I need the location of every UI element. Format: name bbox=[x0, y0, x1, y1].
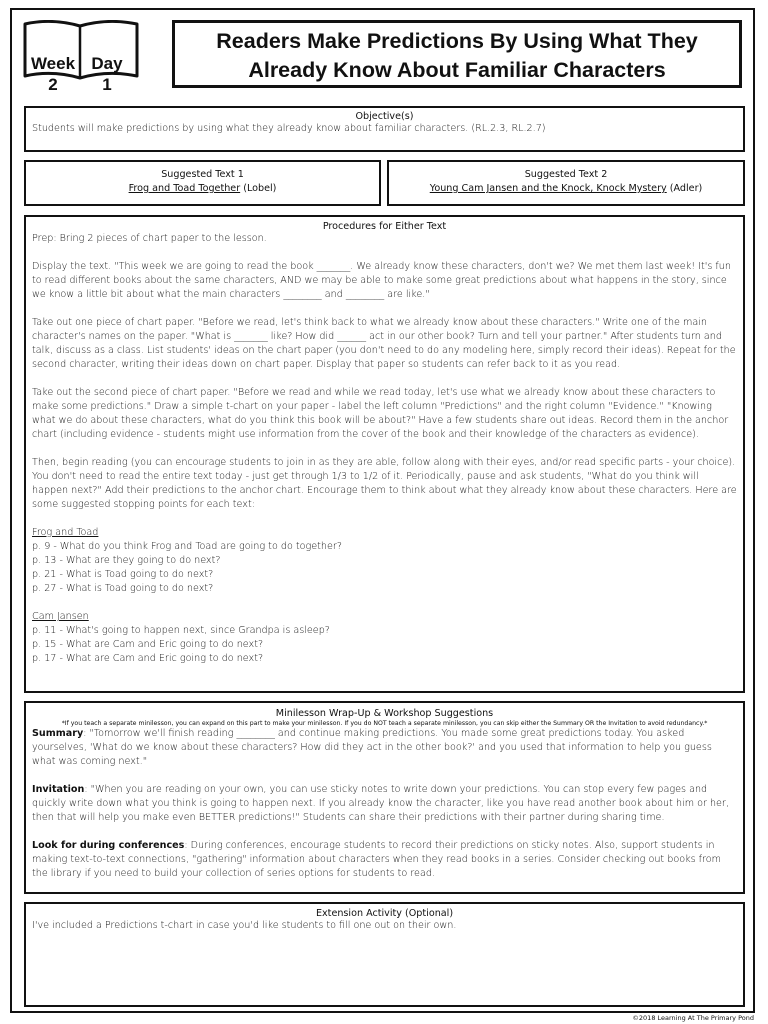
suggested-text-1-heading: Suggested Text 1 bbox=[161, 169, 244, 180]
list-item: p. 9 - What do you think Frog and Toad are going to do together? bbox=[32, 541, 342, 552]
suggested-text-1-author: (Lobel) bbox=[240, 183, 277, 194]
procedures-box bbox=[24, 215, 745, 693]
day-number: 1 bbox=[102, 75, 112, 94]
wrapup-body bbox=[26, 727, 743, 881]
wrapup-box bbox=[24, 701, 745, 894]
suggested-text-2-box bbox=[387, 160, 745, 206]
suggested-text-2-line bbox=[389, 182, 743, 196]
objective-box bbox=[24, 106, 745, 152]
wrapup-note: *If you teach a separate minilesson, you can expand on this part to make your minilesson. If you do NOT teach a separate minilesson, you can skip either the Summary OR the Invitation to avoid redundancy.* bbox=[61, 720, 708, 727]
list-item: p. 11 - What's going to happen next, since Grandpa is asleep? bbox=[32, 625, 330, 636]
invitation-text: : "When you are reading on your own, you can use sticky notes to write down your predictions. You can stop every few pages and quickly write down what you think is going to happen next. If you already know the character, like you have read another book about him or her, then that will help you make even BETTER predictions!" Students can share their predictions with their partner during sharing time. bbox=[32, 784, 729, 823]
day-label: Day bbox=[91, 54, 123, 73]
cam-jansen-list bbox=[32, 624, 737, 666]
summary-label: Summary bbox=[32, 728, 84, 739]
suggested-text-2-title: Young Cam Jansen and the Knock, Knock Mystery bbox=[429, 183, 667, 194]
procedure-paragraph-1: Display the text. "This week we are going to read the book _______. We already know these characters, don't we? We met them last week! It's fun to read different books about the same characters, AND we may be able to make some great predictions about what happens in the story, since we know a little bit about what the main characters ________ and ________ are like." bbox=[32, 261, 731, 300]
procedures-heading: Procedures for Either Text bbox=[322, 221, 447, 232]
suggested-text-2-author: (Adler) bbox=[666, 183, 703, 194]
list-item: p. 27 - What is Toad going to do next? bbox=[32, 583, 214, 594]
procedures-body bbox=[26, 232, 743, 666]
day-badge bbox=[82, 53, 132, 95]
conferences-label: Look for during conferences bbox=[32, 840, 185, 851]
suggested-text-1-line bbox=[26, 182, 379, 196]
procedure-paragraph-4: Then, begin reading (you can encourage students to join in as they are able, follow along with their eyes, and/or read specific parts - your choice). You don't need to read the entire text today - just get through 1/3 to 1/2 of it. Periodically, pause and ask students, "What do you think will happen next?" Add their predictions to the anchor chart. Encourage them to think about what they already know about these characters. Here are some suggested stopping points for each text: bbox=[32, 457, 737, 510]
objective-heading: Objective(s) bbox=[355, 111, 414, 122]
list-item: p. 13 - What are they going to do next? bbox=[32, 555, 221, 566]
invitation-paragraph bbox=[32, 783, 737, 825]
procedure-paragraph-2: Take out one piece of chart paper. "Before we read, let's think back to what we already know about these characters." Write one of the main character's names on the paper. "What is _______ like? How did ______ act in our other book? Turn and tell your partner." After students turn and talk, discuss as a class. List students' ideas on the chart paper (you don't need to do any modeling here, simply record their ideas). Repeat for the second character, writing their ideas down on chart paper. Display that paper so students can refer back to it as you read. bbox=[32, 317, 736, 370]
suggested-text-1-title: Frog and Toad Together bbox=[128, 183, 241, 194]
objective-text: Students will make predictions by using what they already know about familiar characters. (RL.2.3, RL.2.7) bbox=[32, 123, 546, 134]
procedure-paragraph-3: Take out the second piece of chart paper. "Before we read and while we read today, let's use what we already know about these characters to make some predictions." Draw a simple t-chart on your paper - label the left column "Predictions" and the right column "Evidence." "Knowing what we do about these characters, what do you think this book will be about?" Have a few students share out ideas. Record them in the anchor chart (including evidence - students might use information from the cover of the book and their knowledge of the characters as evidence). bbox=[32, 387, 729, 440]
conferences-paragraph bbox=[32, 839, 737, 881]
book-icon bbox=[22, 20, 140, 94]
wrapup-heading: Minilesson Wrap-Up & Workshop Suggestions bbox=[275, 708, 494, 719]
week-number: 2 bbox=[48, 75, 58, 94]
title-line-1: Readers Make Predictions By Using What They bbox=[216, 29, 698, 53]
week-badge bbox=[28, 53, 78, 95]
extension-heading: Extension Activity (Optional) bbox=[315, 908, 454, 919]
cam-jansen-heading: Cam Jansen bbox=[32, 611, 89, 622]
summary-text: : "Tomorrow we'll finish reading ________ and continue making predictions. You made some great predictions today. You asked yourselves, 'What do we know about these characters? How did they act in the other book?' and you used that information to help you guess what was coming next." bbox=[32, 728, 712, 767]
frog-toad-heading: Frog and Toad bbox=[32, 527, 99, 538]
prep-text: Prep: Bring 2 pieces of chart paper to the lesson. bbox=[32, 233, 267, 244]
page-title bbox=[172, 20, 742, 88]
extension-box bbox=[24, 902, 745, 1007]
invitation-label: Invitation bbox=[32, 784, 85, 795]
list-item: p. 21 - What is Toad going to do next? bbox=[32, 569, 214, 580]
suggested-text-1-box bbox=[24, 160, 381, 206]
summary-paragraph bbox=[32, 727, 737, 769]
conferences-text: : During conferences, encourage students to record their predictions on sticky notes. Also, support students in making text-to-text connections, "gathering" information about characters when they read books in a series. Consider checking out books from the library if you need to build your collection of series options for students to read. bbox=[32, 840, 721, 879]
list-item: p. 17 - What are Cam and Eric going to do next? bbox=[32, 653, 264, 664]
title-line-2: Already Know About Familiar Characters bbox=[248, 58, 666, 82]
suggested-text-2-heading: Suggested Text 2 bbox=[524, 169, 608, 180]
list-item: p. 15 - What are Cam and Eric going to do next? bbox=[32, 639, 264, 650]
frog-toad-list bbox=[32, 540, 737, 596]
week-label: Week bbox=[30, 54, 76, 73]
copyright-footer: ©2018 Learning At The Primary Pond bbox=[632, 1014, 754, 1022]
extension-text: I've included a Predictions t-chart in case you'd like students to fill one out on their own. bbox=[32, 920, 457, 931]
